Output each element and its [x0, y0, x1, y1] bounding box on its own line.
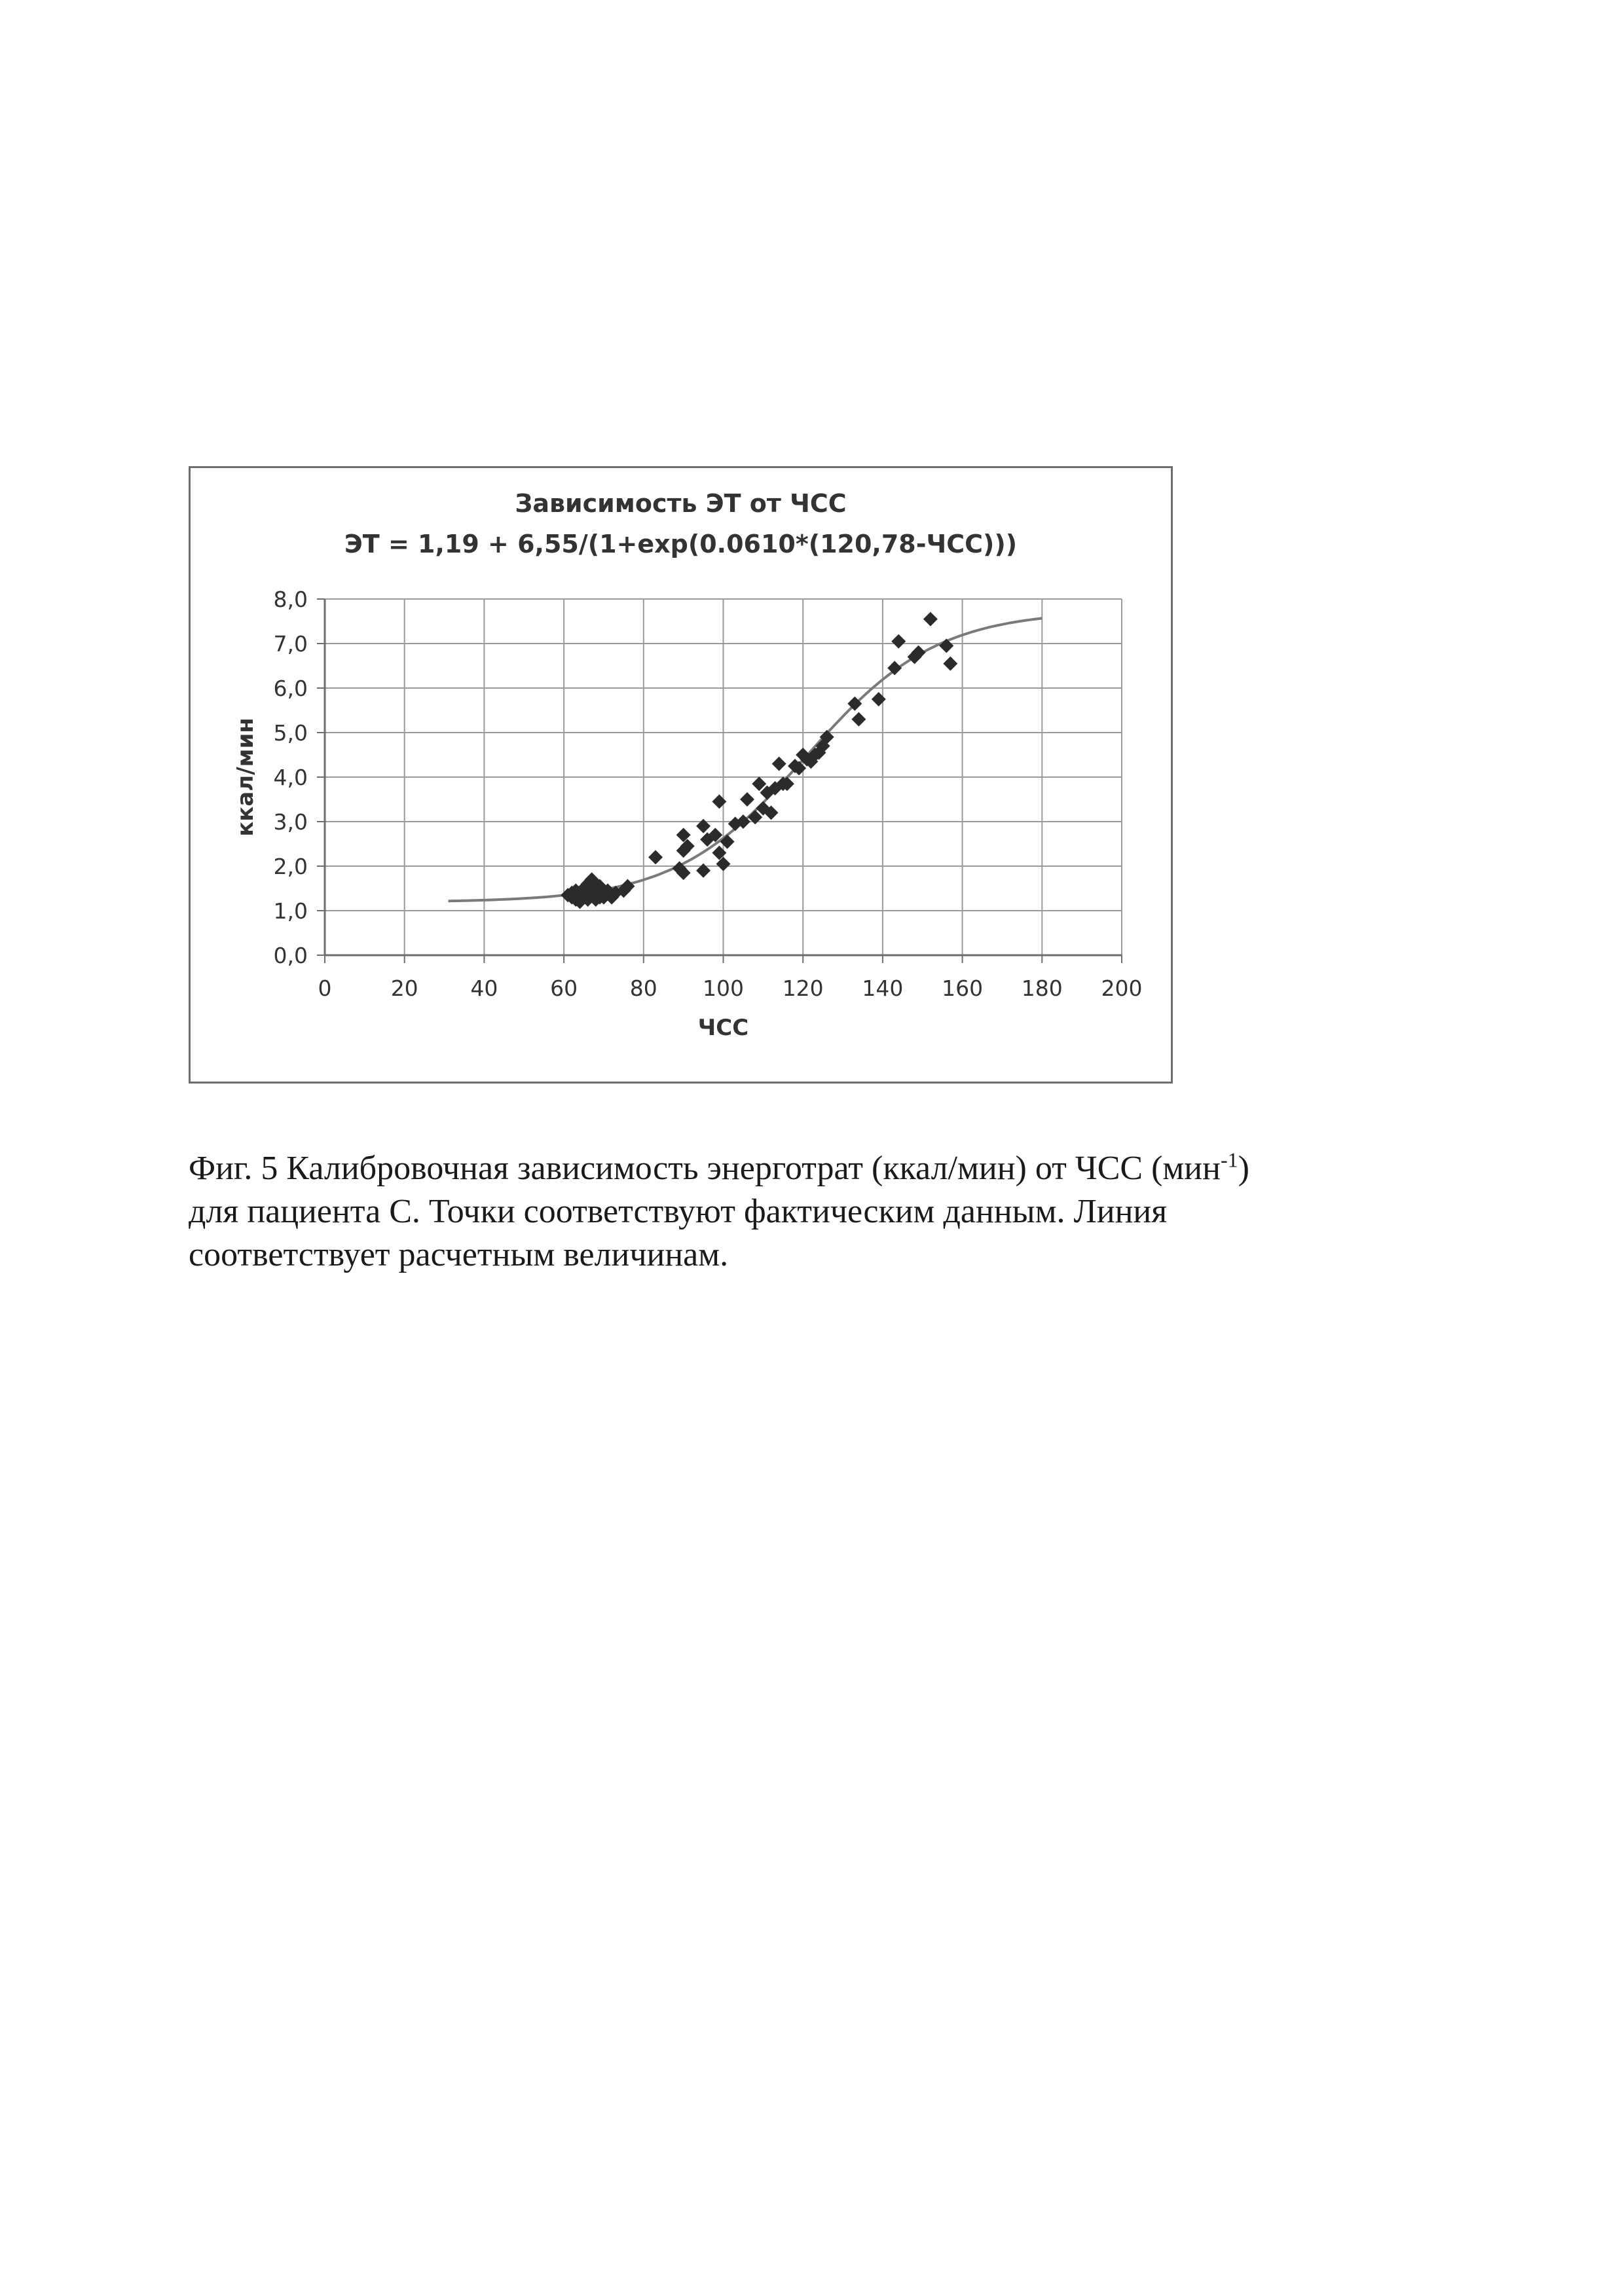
caption-line-1-text: Фиг. 5 Калибровочная зависимость энерготрат (ккал/мин) от ЧСС (мин — [189, 1150, 1221, 1187]
y-tick-label: 8,0 — [274, 587, 308, 612]
caption-line-3: соответствует расчетным величинам. — [189, 1233, 1433, 1277]
data-point — [939, 638, 953, 653]
chart-title: Зависимость ЭТ от ЧСС — [189, 488, 1173, 519]
y-tick-label: 7,0 — [274, 631, 308, 657]
x-tick-label: 0 — [318, 975, 332, 1001]
x-tick-label: 140 — [862, 975, 903, 1001]
data-point — [943, 657, 957, 671]
data-point — [648, 850, 663, 864]
data-point — [872, 692, 886, 706]
data-point — [712, 794, 726, 809]
x-tick-label: 80 — [630, 975, 657, 1001]
data-point — [851, 712, 866, 727]
data-point — [923, 612, 938, 627]
x-tick-label: 40 — [470, 975, 498, 1001]
caption-line-1-end: ) — [1238, 1150, 1249, 1187]
x-tick-label: 20 — [391, 975, 418, 1001]
x-tick-label: 180 — [1022, 975, 1063, 1001]
data-point — [740, 792, 754, 807]
y-tick-label: 2,0 — [274, 854, 308, 879]
data-point — [891, 634, 906, 649]
x-tick-label: 200 — [1101, 975, 1143, 1001]
y-tick-label: 4,0 — [274, 765, 308, 790]
caption-line-1 — [189, 1147, 1433, 1190]
x-tick-label: 100 — [703, 975, 744, 1001]
figure-caption — [189, 1147, 1433, 1277]
y-tick-label: 3,0 — [274, 809, 308, 835]
caption-superscript: -1 — [1221, 1148, 1238, 1172]
y-tick-label: 1,0 — [274, 898, 308, 924]
data-point — [720, 835, 735, 849]
page — [0, 0, 1624, 2296]
y-tick-label: 5,0 — [274, 720, 308, 746]
data-point — [772, 757, 786, 771]
x-axis-label: ЧСС — [698, 1015, 748, 1041]
chart-subtitle: ЭТ = 1,19 + 6,55/(1+exp(0.0610*(120,78-ЧСС))) — [189, 528, 1173, 560]
y-tick-label: 0,0 — [274, 943, 308, 968]
y-axis-label: ккал/мин — [232, 718, 259, 837]
x-tick-label: 60 — [550, 975, 578, 1001]
x-tick-label: 160 — [942, 975, 983, 1001]
caption-line-2: для пациента С. Точки соответствуют фактическим данным. Линия — [189, 1190, 1433, 1233]
y-tick-label: 6,0 — [274, 676, 308, 701]
x-tick-label: 120 — [783, 975, 824, 1001]
